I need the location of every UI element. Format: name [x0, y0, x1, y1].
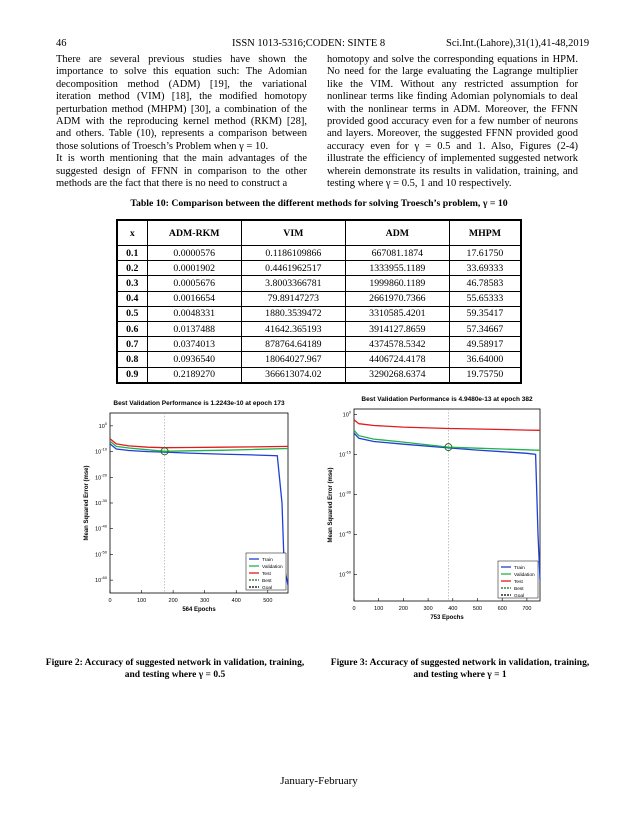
y-tick-label: $10^{-15}$ [339, 449, 351, 459]
table-cell-x: 0.5 [117, 306, 147, 321]
table-cell: 0.0000576 [147, 246, 241, 261]
y-tick-label: $10^{-50}$ [95, 549, 107, 559]
table-row [117, 261, 521, 276]
table-cell-x: 0.4 [117, 291, 147, 306]
figure-3-caption: Figure 3: Accuracy of suggested network in validation, training, and testing where γ = 1 [330, 658, 590, 680]
table-cell-x: 0.2 [117, 261, 147, 276]
table-caption: Table 10: Comparison between the different methods for solving Troesch’s problem, γ = 10 [130, 198, 508, 209]
table-cell: 0.0005676 [147, 276, 241, 291]
table-row [117, 352, 521, 367]
y-axis-label: Mean Squared Error (mse) [84, 465, 90, 541]
x-tick-label: 300 [423, 606, 433, 612]
table-body [117, 246, 521, 383]
y-tick-label: $10^{-10}$ [95, 446, 107, 456]
table-cell: 4406724.4178 [345, 352, 449, 367]
legend-entry: Goal [514, 594, 525, 599]
table-cell: 0.0048331 [147, 306, 241, 321]
table-cell: 49.58917 [449, 337, 521, 352]
y-tick-label: $10^{-40}$ [95, 523, 107, 533]
x-tick-label: 100 [136, 598, 147, 604]
journal-citation: Sci.Int.(Lahore),31(1),41-48,2019 [446, 38, 590, 49]
table-cell: 2661970.7366 [345, 291, 449, 306]
x-tick-label: 200 [398, 606, 408, 612]
table-row [117, 367, 521, 383]
table-cell: 3310585.4201 [345, 306, 449, 321]
table-row [117, 276, 521, 291]
table-row [117, 321, 521, 336]
table-cell-x: 0.9 [117, 367, 147, 383]
table-cell-x: 0.6 [117, 321, 147, 336]
left-column [56, 54, 307, 190]
y-tick-label: $10^0$ [342, 409, 351, 419]
table-cell: 0.2189270 [147, 367, 241, 383]
x-tick-label: 100 [374, 606, 384, 612]
table-cell: 33.69333 [449, 261, 521, 276]
legend-entry: Train [262, 558, 273, 563]
table-cell: 0.0016654 [147, 291, 241, 306]
x-tick-label: 500 [263, 598, 273, 604]
legend-entry: Goal [262, 586, 273, 591]
table-header-cell: MHPM [449, 220, 521, 246]
x-tick-label: 600 [497, 606, 507, 612]
table-cell: 0.4461962517 [241, 261, 345, 276]
table-cell: 3914127.8659 [345, 321, 449, 336]
table-cell: 59.35417 [449, 306, 521, 321]
left-paragraph-1: There are several previous studies have shown the importance to solve this equation such: The Adomian decomposition method (ADM) [19], the variational iteration method (VIM) [18], the modified homotopy perturbation method (MHPM) [30], a combination of the ADM with the reproducing kernel method (RKM) [28], and others. Table (10), represents a comparison between those solutions of Troesch’s Problem when γ = 10. [56, 54, 307, 152]
left-paragraph-2: It is worth mentioning that the main advantages of the suggested design of FFNN in comparison to the other methods are the fact that there is no need to construct a [56, 153, 307, 190]
table-cell: 19.75750 [449, 367, 521, 383]
table-cell: 3.8003366781 [241, 276, 345, 291]
chart-title: Best Validation Performance is 4.9480e-13 at epoch 382 [361, 396, 533, 403]
x-axis-label: 753 Epochs [430, 615, 464, 621]
legend-entry: Validation [262, 565, 283, 570]
legend-entry: Train [514, 566, 525, 571]
table-cell: 55.65333 [449, 291, 521, 306]
figure-2-chart [80, 395, 300, 635]
legend-entry: Best [262, 579, 272, 584]
x-tick-label: 200 [168, 598, 178, 604]
table-cell: 1999860.1189 [345, 276, 449, 291]
table-cell: 878764.64189 [241, 337, 345, 352]
x-tick-label: 300 [200, 598, 210, 604]
table-cell: 0.1186109866 [241, 246, 345, 261]
x-tick-label: 400 [231, 598, 241, 604]
table-cell: 667081.1874 [345, 246, 449, 261]
chart-title: Best Validation Performance is 1.2243e-10 at epoch 173 [113, 400, 285, 407]
x-tick-label: 0 [352, 606, 356, 612]
table-cell: 0.0001902 [147, 261, 241, 276]
right-column [327, 54, 578, 190]
legend-entry: Test [262, 572, 271, 577]
table-header-cell: ADM-RKM [147, 220, 241, 246]
table-row [117, 246, 521, 261]
legend-entry: Best [514, 587, 524, 592]
table-cell: 36.64000 [449, 352, 521, 367]
x-tick-label: 0 [108, 598, 112, 604]
table-cell: 4374578.5342 [345, 337, 449, 352]
table-cell: 0.0936540 [147, 352, 241, 367]
table-cell: 46.78583 [449, 276, 521, 291]
y-tick-label: $10^{-30}$ [339, 489, 351, 499]
table-cell: 0.0137488 [147, 321, 241, 336]
page-footer: January-February [280, 775, 358, 787]
x-tick-label: 500 [472, 606, 483, 612]
table-row [117, 337, 521, 352]
y-tick-label: $10^{-60}$ [339, 569, 351, 579]
table-cell: 18064027.967 [241, 352, 345, 367]
table-cell-x: 0.3 [117, 276, 147, 291]
table-row [117, 306, 521, 321]
table-cell: 1880.3539472 [241, 306, 345, 321]
table-cell: 57.34667 [449, 321, 521, 336]
legend-entry: Validation [514, 573, 535, 578]
y-tick-label: $10^{-45}$ [339, 529, 351, 539]
y-axis-label: Mean Squared Error (mse) [328, 467, 334, 543]
figure-3-chart [322, 395, 547, 635]
table-header-cell: x [117, 220, 147, 246]
table-cell-x: 0.7 [117, 337, 147, 352]
issn-line: ISSN 1013-5316;CODEN: SINTE 8 [232, 38, 386, 49]
table-cell: 366613074.02 [241, 367, 345, 383]
table-header-cell: VIM [241, 220, 345, 246]
table-cell: 17.61750 [449, 246, 521, 261]
x-axis-label: 564 Epochs [182, 607, 216, 613]
table-cell-x: 0.8 [117, 352, 147, 367]
comparison-table [116, 219, 522, 384]
right-paragraph-1: homotopy and solve the corresponding equations in HPM. No need for the large evaluating the Lagrange multiplier like the VIM. Without any restricted assumption for nonlinear terms like finding Adomian polynomials to deal with the nonlinear terms in ADM. Moreover, the FFNN provided good accuracy even for a few number of neurons and layers. Moreover, the suggested FFNN provided good accuracy even for γ = 0.5 and 1. Also, Figures (2-4) illustrate the efficiency of implemented suggested network wherein demonstrate its results in validation, training, and testing where γ = 0.5, 1 and 10 respectively. [327, 54, 578, 190]
y-tick-label: $10^{-20}$ [95, 472, 107, 482]
y-tick-label: $10^{-60}$ [95, 575, 107, 585]
y-tick-label: $10^0$ [98, 420, 107, 430]
table-row [117, 291, 521, 306]
table-cell: 0.0374013 [147, 337, 241, 352]
table-cell-x: 0.1 [117, 246, 147, 261]
figure-2-caption: Figure 2: Accuracy of suggested network in validation, training, and testing where γ = 0.5 [45, 658, 305, 680]
page-number: 46 [56, 38, 67, 49]
table-header-cell: ADM [345, 220, 449, 246]
table-header-row [117, 220, 521, 246]
x-tick-label: 700 [522, 606, 532, 612]
table-cell: 3290268.6374 [345, 367, 449, 383]
table-cell: 79.89147273 [241, 291, 345, 306]
table-cell: 1333955.1189 [345, 261, 449, 276]
x-tick-label: 400 [448, 606, 458, 612]
table-cell: 41642.365193 [241, 321, 345, 336]
y-tick-label: $10^{-30}$ [95, 498, 107, 507]
legend-entry: Test [514, 580, 523, 585]
